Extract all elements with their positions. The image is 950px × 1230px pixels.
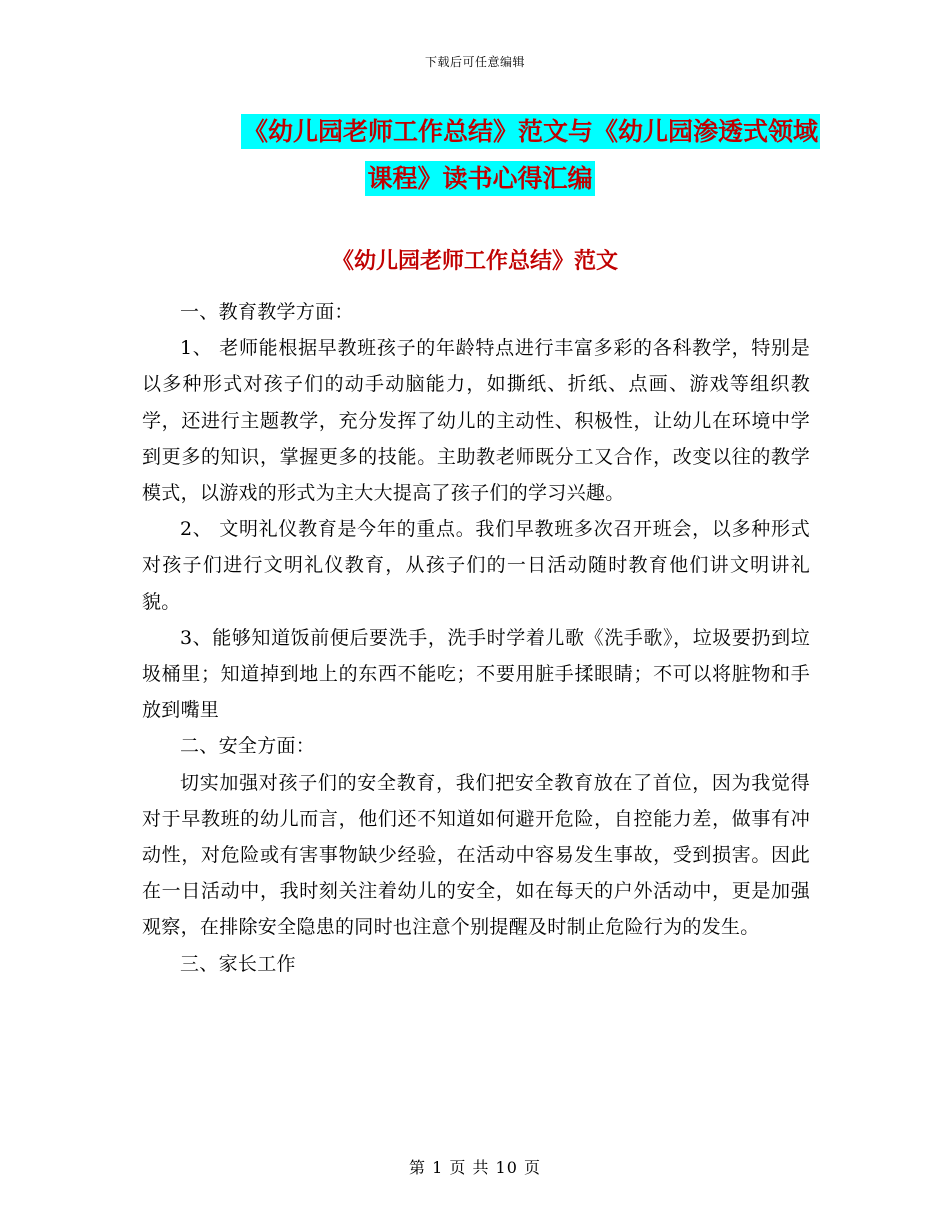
body-text bbox=[142, 294, 810, 982]
paragraph-item-2: 2、 文明礼仪教育是今年的重点。我们早教班多次召开班会，以多种形式对孩子们进行文明礼仪教育，从孩子们的一日活动随时教育他们讲文明讲礼貌。 bbox=[142, 518, 810, 613]
section-title: 《幼儿园老师工作总结》范文 bbox=[331, 249, 618, 274]
paragraph-heading-safety: 二、安全方面： bbox=[180, 735, 316, 758]
paragraph-heading-parents: 三、家长工作 bbox=[180, 952, 296, 975]
paragraph-item-1: 1、 老师能根据早教班孩子的年龄特点进行丰富多彩的各科教学，特别是以多种形式对孩子们的动手动脑能力，如撕纸、折纸、点画、游戏等组织教学，还进行主题教学，充分发挥了幼儿的主动性、积极性，让幼儿在环境中学到更多的知识，掌握更多的技能。主助教老师既分工又合作，改变以往的教学模式，以游戏的形式为主大大提高了孩子们的学习兴趣。 bbox=[142, 337, 810, 505]
paragraph-item-3: 3、能够知道饭前便后要洗手，洗手时学着儿歌《洗手歌》，垃圾要扔到垃圾桶里；知道掉到地上的东西不能吃；不要用脏手揉眼睛；不可以将脏物和手放到嘴里 bbox=[142, 626, 810, 722]
document-title bbox=[140, 108, 820, 202]
title-line-2 bbox=[140, 155, 820, 202]
header-note: 下载后可任意编辑 bbox=[424, 55, 525, 69]
title-highlight-2: 课程》读书心得汇编 bbox=[365, 161, 594, 196]
title-highlight-1: 《幼儿园老师工作总结》范文与《幼儿园渗透式领域 bbox=[241, 114, 820, 149]
page-footer: 第 1 页 共 10 页 bbox=[409, 1158, 541, 1177]
title-line-1 bbox=[140, 108, 820, 155]
paragraph-heading-teaching: 一、教育教学方面： bbox=[180, 301, 354, 323]
paragraph-safety: 切实加强对孩子们的安全教育，我们把安全教育放在了首位，因为我觉得对于早教班的幼儿而言，他们还不知道如何避开危险，自控能力差，做事有冲动性，对危险或有害事物缺少经验，在活动中容易发生事故，受到损害。因此在一日活动中，我时刻关注着幼儿的安全，如在每天的户外活动中，更是加强观察，在排除安全隐患的同时也注意个别提醒及时制止危险行为的发生。 bbox=[142, 771, 810, 939]
